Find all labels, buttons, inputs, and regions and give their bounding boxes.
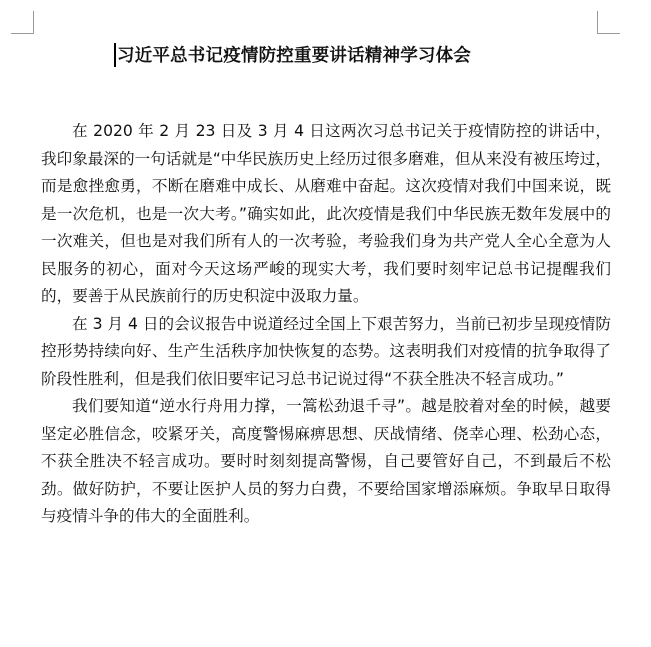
paragraph-1[interactable]: 在 2020 年 2 月 23 日及 3 月 4 日这两次习总书记关于疫情防控的讲话中，我印象最深的一句话就是“中华民族历史上经历过很多磨难，但从来没有被压垮过，而是愈挫愈勇，不断在磨难中成长、从磨难中奋起。这次疫情对我们中国来说，既是一次危机，也是一次大考。”确实如此，此次疫情是我们中华民族无数年发展中的一次难关，但也是对我们所有人的一次考验，考验我们身为共产党人全心全意为人民服务的初心，面对今天这场严峻的现实大考，我们要时刻牢记总书记提醒我们的，要善于从民族前行的历史积淀中汲取力量。 <box>41 122 611 305</box>
page-corner-mark-top-right <box>597 11 620 34</box>
paragraph-2[interactable]: 在 3 月 4 日的会议报告中说道经过全国上下艰苦努力，当前已初步呈现疫情防控形势持续向好、生产生活秩序加快恢复的态势。这表明我们对疫情的抗争取得了阶段性胜利，但是我们依旧要牢记习总书记说过得“不获全胜决不轻言成功。” <box>41 314 611 388</box>
document-body[interactable] <box>41 118 611 531</box>
document-title[interactable]: 习近平总书记疫情防控重要讲话精神学习体会 <box>117 46 471 66</box>
text-cursor <box>114 43 116 67</box>
paragraph-3[interactable]: 我们要知道“逆水行舟用力撑，一篙松劲退千寻”。越是胶着对垒的时候，越要坚定必胜信念，咬紧牙关，高度警惕麻痹思想、厌战情绪、侥幸心理、松劲心态，不获全胜决不轻言成功。要时时刻刻提高警惕，自己要管好自己，不到最后不松劲。做好防护，不要让医护人员的努力白费，不要给国家增添麻烦。争取早日取得与疫情斗争的伟大的全面胜利。 <box>41 397 611 525</box>
page-corner-mark-top-left <box>11 11 34 34</box>
